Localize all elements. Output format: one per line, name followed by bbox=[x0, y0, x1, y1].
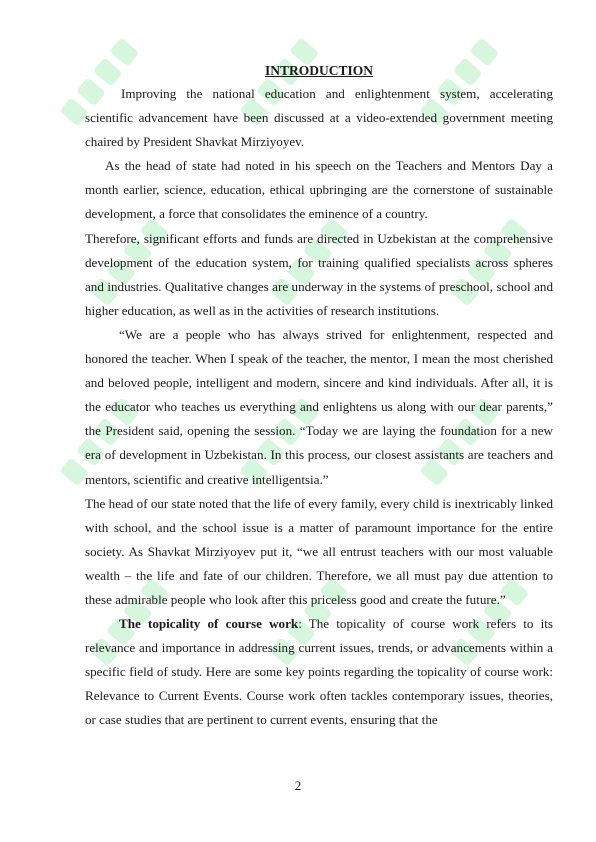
topicality-body: : The topicality of course work refers to its relevance and importance in addressing current issues, trends, or advancements within a specific field of study. Here are some key points regarding the topicality of course work: Relevance to Current Events. Course work often tackles contemporary issues, theories, or case studies that are pertinent to current events, ensuring that the bbox=[85, 616, 553, 728]
topicality-heading: The topicality of course work bbox=[119, 616, 299, 632]
paragraph-1: Improving the national education and enlightenment system, accelerating scientific advancement have been discussed at a video-extended government meeting chaired by President Shavkat Mirziyoyev. bbox=[85, 86, 553, 150]
paragraph-5: The head of our state noted that the life of every family, every child is inextricably linked with school, and the school issue is a matter of paramount importance for the entire society. As Shavkat Mirziyoyev put it, “we all entrust teachers with our most valuable wealth – the life and fate of our children. Therefore, we all must pay due attention to these admirable people who look after this priceless good and create the future.” bbox=[85, 495, 553, 607]
paragraph-4: “We are a people who has always strived for enlightenment, respected and honored the teacher. When I speak of the teacher, the mentor, I mean the most cherished and beloved people, intelligent and modern, sincere and kind individuals. After all, it is the educator who teaches us everything and enlightens us along with our dear parents,” the President said, opening the session. “Today we are laying the foundation for a new era of development in Uzbekistan. In this process, our closest assistants are teachers and mentors, scientific and creative intelligentsia.” bbox=[85, 326, 553, 487]
paragraph-2: As the head of state had noted in his speech on the Teachers and Mentors Day a month earlier, science, education, ethical upbringing are the cornerstone of sustainable development, a force that consolidates the eminence of a country. bbox=[85, 158, 553, 222]
paragraph-3: Therefore, significant efforts and funds are directed in Uzbekistan at the comprehensive development of the education system, for training qualified specialists across spheres and industries. Qualitative changes are underway in the systems of preschool, school and higher education, as well as in the activities of research institutions. bbox=[85, 230, 553, 318]
document-body bbox=[85, 60, 553, 733]
page-number: 2 bbox=[294, 778, 302, 793]
paragraph-topicality bbox=[85, 612, 553, 732]
page-title: INTRODUCTION bbox=[264, 63, 373, 78]
